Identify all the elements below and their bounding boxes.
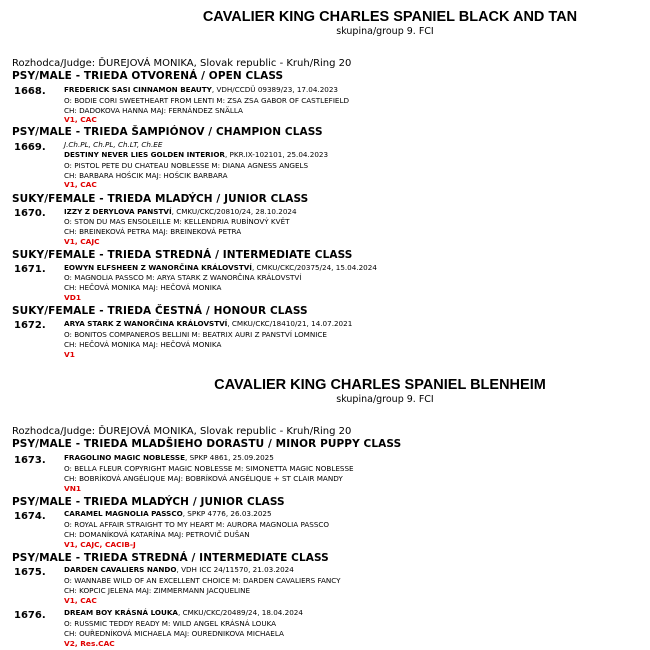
catalog-number: 1669. <box>14 142 46 153</box>
dog-parents: O: MAGNOLIA PASSCO M: ARYA STARK Z WANORČINA KRÁLOVSTVÍ <box>64 273 302 282</box>
dog-details: , VDH/CCDÜ 09389/23, 17.04.2023 <box>211 85 338 94</box>
dog-result: V2, Res.CAC <box>64 639 115 648</box>
dog-details: , SPKP 4861, 25.09.2025 <box>185 453 274 462</box>
dog-name: DREAM BOY KRÁSNÁ LOUKA <box>64 608 178 617</box>
dog-entry-line <box>64 263 377 272</box>
dog-result: V1, CAJC <box>64 237 100 246</box>
class-header: PSY/MALE - TRIEDA ŠAMPIÓNOV / CHAMPION CLASS <box>12 126 323 138</box>
dog-name: FREDERICK SASI CINNAMON BEAUTY <box>64 85 212 94</box>
dog-result: V1, CAJC, CACIB-J <box>64 540 136 549</box>
dog-titles: J.Ch.PL, Ch.PL, Ch.LT, Ch.EE <box>64 140 163 149</box>
dog-parents: O: STON DU MAS ENSOLEILLE M: KELLENDRIA RUBÍNOVÝ KVĚT <box>64 217 290 226</box>
catalog-number: 1672. <box>14 320 46 331</box>
catalog-number: 1668. <box>14 86 46 97</box>
dog-parents: O: RUSSMIC TEDDY READY M: WILD ANGEL KRÁSNÁ LOUKA <box>64 619 277 628</box>
catalog-number: 1670. <box>14 208 46 219</box>
dog-name: CARAMEL MAGNOLIA PASSCO <box>64 509 183 518</box>
breed-title: CAVALIER KING CHARLES SPANIEL BLACK AND TAN <box>202 9 578 25</box>
class-header: SUKY/FEMALE - TRIEDA MLADÝCH / JUNIOR CLASS <box>12 193 309 205</box>
catalog-number: 1675. <box>14 567 46 578</box>
dog-result: V1, CAC <box>64 180 97 189</box>
breed-group: skupina/group 9. FCI <box>336 26 434 37</box>
dog-result: V1 <box>64 350 75 359</box>
dog-name: FRAGOLINO MAGIC NOBLESSE <box>64 453 185 462</box>
dog-parents: O: BELLA FLEUR COPYRIGHT MAGIC NOBLESSE M: SIMONETTA MAGIC NOBLESSE <box>64 464 354 473</box>
dog-entry-line <box>64 608 303 617</box>
dog-owners: CH: BREINEKOVÁ PETRA MAJ: BREINEKOVÁ PETRA <box>64 227 242 236</box>
catalog-number: 1671. <box>14 264 46 275</box>
dog-parents: O: ROYAL AFFAIR STRAIGHT TO MY HEART M: AURORA MAGNOLIA PASSCO <box>64 520 330 529</box>
breed-title: CAVALIER KING CHARLES SPANIEL BLENHEIM <box>214 377 546 393</box>
dog-parents: O: BONITOS COMPANEROS BELLINI M: BEATRIX AURI Z PANSTVÍ LOMNICE <box>64 330 327 339</box>
dog-name: IZZY Z DERYLOVA PANSTVÍ <box>64 207 172 216</box>
class-header: SUKY/FEMALE - TRIEDA ČESTNÁ / HONOUR CLASS <box>12 305 308 317</box>
dog-result: VD1 <box>64 293 81 302</box>
catalog-number: 1676. <box>14 610 46 621</box>
dog-details: , CMKU/CKC/20375/24, 15.04.2024 <box>251 263 377 272</box>
dog-details: , CMKU/CKC/20810/24, 28.10.2024 <box>171 207 297 216</box>
class-header: PSY/MALE - TRIEDA MLADÝCH / JUNIOR CLASS <box>12 496 285 508</box>
catalog-number: 1674. <box>14 511 46 522</box>
dog-name: EOWYN ELFSHEEN Z WANORČINA KRÁLOVSTVÍ <box>64 263 252 272</box>
dog-details: , VDH ICC 24/11570, 21.03.2024 <box>176 565 294 574</box>
dog-owners: CH: BARBARA HOŚCIK MAJ: HOŚCIK BARBARA <box>64 171 228 180</box>
dog-result: V1, CAC <box>64 115 97 124</box>
class-header: PSY/MALE - TRIEDA OTVORENÁ / OPEN CLASS <box>12 70 284 82</box>
dog-owners: CH: HEČOVÁ MONIKA MAJ: HEČOVÁ MONIKA <box>64 283 222 292</box>
judge-line: Rozhodca/Judge: ĎUREJOVÁ MONIKA, Slovak republic - Kruh/Ring 20 <box>12 58 352 69</box>
dog-result: V1, CAC <box>64 596 97 605</box>
class-header: PSY/MALE - TRIEDA MLADŠIEHO DORASTU / MINOR PUPPY CLASS <box>12 438 402 450</box>
dog-parents: O: BODIE CORI SWEETHEART FROM LENTI M: ZSA ZSA GABOR OF CASTLEFIELD <box>64 96 350 105</box>
dog-owners: CH: DADOKOVA HANNA MAJ: FERNÁNDEZ SNÄLLA <box>64 106 243 115</box>
dog-details: , PKR.IX-102101, 25.04.2023 <box>224 150 329 159</box>
dog-parents: O: WANNABE WILD OF AN EXCELLENT CHOICE M: DARDEN CAVALIERS FANCY <box>64 576 341 585</box>
dog-entry-line <box>64 509 272 518</box>
dog-owners: CH: OUŘEDNÍKOVÁ MICHAELA MAJ: OUREDNIKOVA MICHAELA <box>64 629 284 638</box>
dog-entry-line <box>64 453 274 462</box>
dog-owners: CH: BOBRÍKOVÁ ANGÉLIQUE MAJ: BOBRÍKOVÁ ANGÉLIQUE + ST CLAIR MANDY <box>64 474 343 483</box>
class-header: SUKY/FEMALE - TRIEDA STREDNÁ / INTERMEDIATE CLASS <box>12 249 353 261</box>
dog-details: , CMKU/CKC/18410/21, 14.07.2021 <box>227 319 353 328</box>
dog-entry-line <box>64 85 338 94</box>
dog-details: , CMKU/CKC/20489/24, 18.04.2024 <box>178 608 303 617</box>
judge-line: Rozhodca/Judge: ĎUREJOVÁ MONIKA, Slovak republic - Kruh/Ring 20 <box>12 426 352 437</box>
dog-details: , SPKP 4776, 26.03.2025 <box>182 509 272 518</box>
dog-entry-line <box>64 207 297 216</box>
breed-group: skupina/group 9. FCI <box>336 394 434 405</box>
dog-owners: CH: KOPCIC JELENA MAJ: ZIMMERMANN JACQUELINE <box>64 586 251 595</box>
dog-owners: CH: HEČOVÁ MONIKA MAJ: HEČOVÁ MONIKA <box>64 340 222 349</box>
dog-owners: CH: DOMANÍKOVÁ KATARÍNA MAJ: PETROVIČ DUŠAN <box>64 530 250 539</box>
dog-name: ARYA STARK Z WANORČINA KRÁLOVSTVÍ <box>64 319 228 328</box>
dog-name: DARDEN CAVALIERS NANDO <box>64 565 177 574</box>
dog-entry-line <box>64 565 294 574</box>
dog-name: DESTINY NEVER LIES GOLDEN INTERIOR <box>64 150 225 159</box>
catalog-number: 1673. <box>14 455 46 466</box>
dog-parents: O: PISTOL PETE DU CHATEAU NOBLESSE M: DIANA AGNESS ANGELS <box>64 161 309 170</box>
dog-result: VN1 <box>64 484 82 493</box>
dog-entry-line <box>64 319 352 328</box>
class-header: PSY/MALE - TRIEDA STREDNÁ / INTERMEDIATE CLASS <box>12 552 329 564</box>
dog-entry-line <box>64 150 328 159</box>
